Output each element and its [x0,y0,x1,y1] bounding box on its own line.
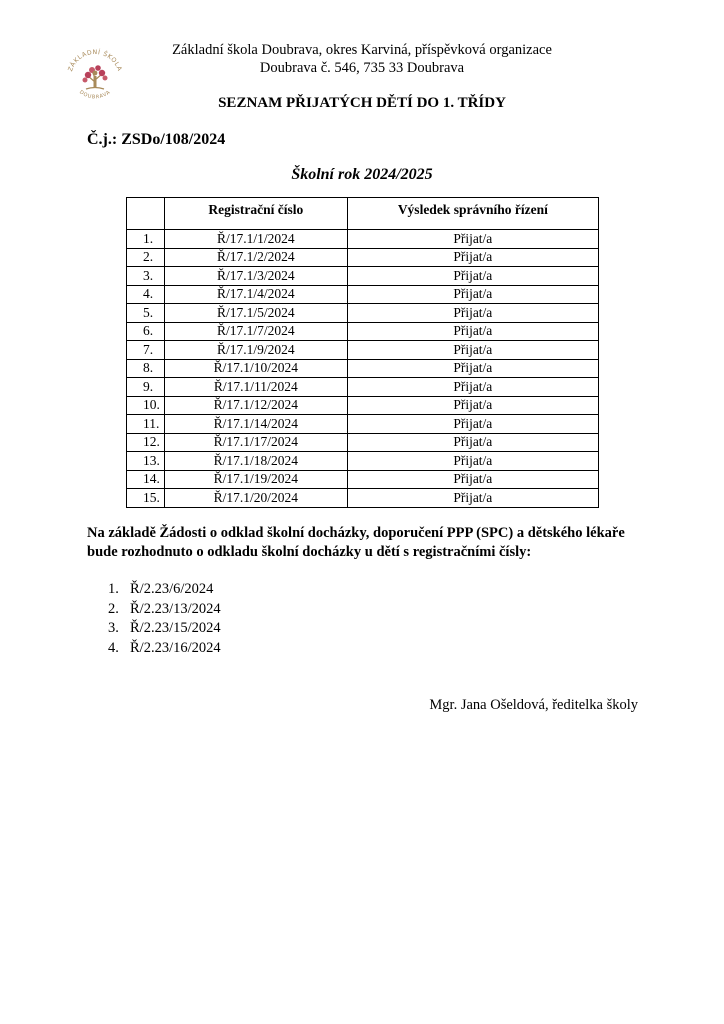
row-number: 5. [127,304,165,323]
table-row [127,415,599,434]
row-number: 9. [127,378,165,397]
list-item [108,619,221,639]
result: Přijat/a [347,433,598,452]
table-header-row [127,198,599,230]
deferred-list [108,580,221,658]
header-result: Výsledek správního řízení [347,198,598,230]
table-row [127,267,599,286]
list-item [108,580,221,600]
table-row [127,489,599,508]
row-number: 10. [127,396,165,415]
registration-number: Ř/17.1/12/2024 [164,396,347,415]
result: Přijat/a [347,285,598,304]
table-row [127,396,599,415]
row-number: 15. [127,489,165,508]
table-row [127,359,599,378]
list-item-number: 3. [108,620,119,636]
result: Přijat/a [347,248,598,267]
row-number: 4. [127,285,165,304]
table-row [127,452,599,471]
row-number: 14. [127,470,165,489]
row-number: 3. [127,267,165,286]
signature: Mgr. Jana Ošeldová, ředitelka školy [429,697,638,713]
table-row [127,304,599,323]
list-item-number: 2. [108,600,119,617]
header-number [127,198,165,230]
registration-number: Ř/17.1/18/2024 [164,452,347,471]
list-item-number: 1. [108,581,119,597]
registration-number: Ř/17.1/2/2024 [164,248,347,267]
registration-number: Ř/17.1/4/2024 [164,285,347,304]
result: Přijat/a [347,415,598,434]
registration-number: Ř/17.1/3/2024 [164,267,347,286]
list-item-number: 4. [108,639,119,656]
table-row [127,470,599,489]
table-row [127,322,599,341]
registration-number: Ř/17.1/5/2024 [164,304,347,323]
school-year: Školní rok 2024/2025 [291,166,433,183]
row-number: 6. [127,322,165,341]
result: Přijat/a [347,396,598,415]
document-title: SEZNAM PŘIJATÝCH DĚTÍ DO 1. TŘÍDY [218,95,506,111]
list-item-code: Ř/2.23/15/2024 [130,620,221,636]
row-number: 7. [127,341,165,360]
result: Přijat/a [347,304,598,323]
list-item [108,600,221,620]
registration-number: Ř/17.1/14/2024 [164,415,347,434]
list-item-code: Ř/2.23/6/2024 [130,581,214,597]
table-row [127,230,599,249]
result: Přijat/a [347,359,598,378]
list-item [108,639,221,659]
row-number: 12. [127,433,165,452]
registration-number: Ř/17.1/17/2024 [164,433,347,452]
result: Přijat/a [347,378,598,397]
registration-number: Ř/17.1/1/2024 [164,230,347,249]
result: Přijat/a [347,341,598,360]
deferral-paragraph: Na základě Žádosti o odklad školní docházky, doporučení PPP (SPC) a dětského lékaře bude rozhodnuto o odkladu školní docházky u dětí s registračními čísly: [87,525,625,560]
school-name: Základní škola Doubrava, okres Karviná, příspěvková organizace [172,42,552,58]
registration-number: Ř/17.1/11/2024 [164,378,347,397]
reference-number: Č.j.: ZSDo/108/2024 [87,131,226,148]
row-number: 13. [127,452,165,471]
logo-text-top: ZÁKLADNÍ ŠKOLA [67,48,123,73]
result: Přijat/a [347,322,598,341]
school-address: Doubrava č. 546, 735 33 Doubrava [259,60,465,76]
table-row [127,341,599,360]
result: Přijat/a [347,489,598,508]
admitted-children-table [126,197,599,508]
row-number: 2. [127,248,165,267]
registration-number: Ř/17.1/10/2024 [164,359,347,378]
header-registration-number: Registrační číslo [164,198,347,230]
table-row [127,248,599,267]
result: Přijat/a [347,267,598,286]
result: Přijat/a [347,452,598,471]
list-item-code: Ř/2.23/16/2024 [130,639,221,656]
row-number: 8. [127,359,165,378]
logo-text-bottom: DOUBRAVA [78,89,112,101]
registration-number: Ř/17.1/20/2024 [164,489,347,508]
table-row [127,285,599,304]
registration-number: Ř/17.1/9/2024 [164,341,347,360]
list-item-code: Ř/2.23/13/2024 [130,600,221,617]
result: Přijat/a [347,230,598,249]
registration-number: Ř/17.1/19/2024 [164,470,347,489]
registration-number: Ř/17.1/7/2024 [164,322,347,341]
table-row [127,378,599,397]
row-number: 1. [127,230,165,249]
table-row [127,433,599,452]
row-number: 11. [127,415,165,434]
result: Přijat/a [347,470,598,489]
